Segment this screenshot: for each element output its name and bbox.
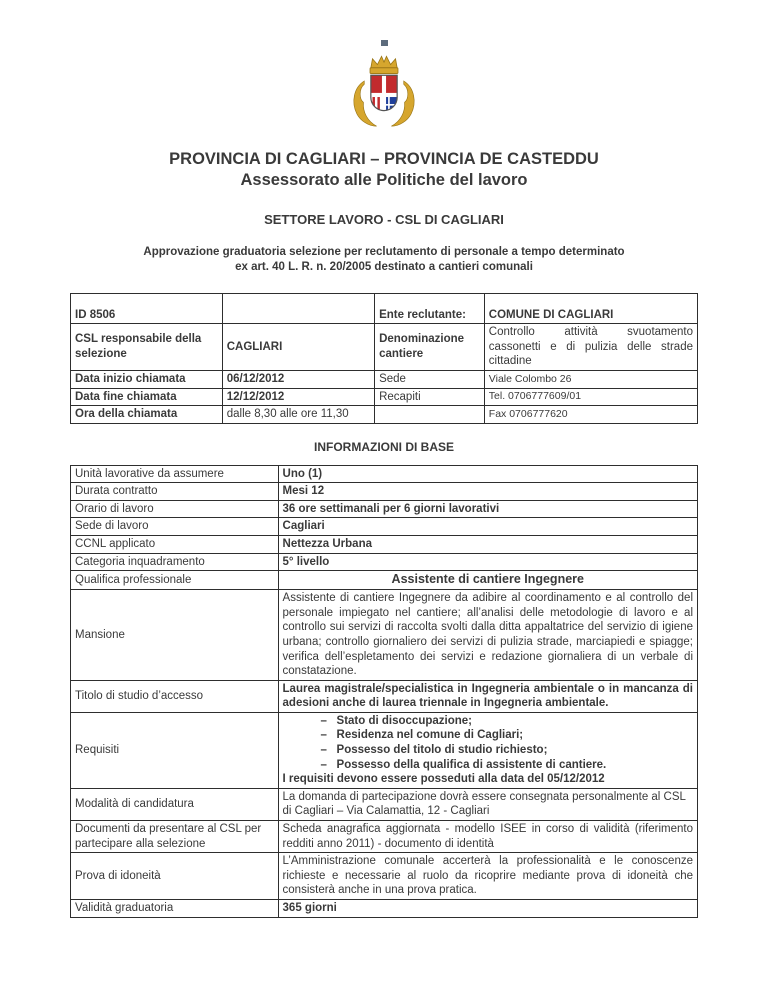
mansione-value: Assistente di cantiere Ingegnere da adibire al coordinamento e al controllo del personale impiegato nel cantiere; all’analisi delle metodologie di lavoro e al controllo sui servizi di raccolta svolti dalla ditta appaltatrice del servizio di igiene urbana; controllo giornaliero dei servizi di pulizia strade, marciapiedi e spiagge; verifica dell’espletamento dei servizi e redazione giornaliera di un verbale di constatazione. — [278, 590, 697, 681]
requisito-text: Possesso della qualifica di assistente di cantiere. — [336, 758, 607, 771]
validita-value: 365 giorni — [278, 900, 697, 918]
ccnl-value: Nettezza Urbana — [278, 536, 697, 554]
table-row — [71, 324, 698, 371]
ente-reclutante-label: Ente reclutante: — [375, 294, 485, 324]
documenti-label: Documenti da presentare al CSL per partecipare alla selezione — [71, 821, 279, 853]
table-row — [71, 553, 698, 571]
modalita-value: La domanda di partecipazione dovrà essere consegnata personalmente al CSL di Cagliari – Via Calamattia, 12 - Cagliari — [278, 788, 697, 820]
dash-marker: – — [320, 714, 327, 727]
modalita-label: Modalità di candidatura — [71, 788, 279, 820]
info-table — [70, 465, 698, 918]
ora-chiamata-label: Ora della chiamata — [71, 406, 223, 424]
data-inizio-label: Data inizio chiamata — [71, 370, 223, 388]
data-fine-label: Data fine chiamata — [71, 388, 223, 406]
document-title: PROVINCIA DI CAGLIARI – PROVINCIA DE CASTEDDU — [169, 150, 599, 168]
dash-marker: – — [320, 758, 327, 771]
sede-lavoro-label: Sede di lavoro — [71, 518, 279, 536]
table-row — [71, 853, 698, 900]
table-row — [71, 821, 698, 853]
qualifica-value: Assistente di cantiere Ingegnere — [278, 571, 697, 590]
recapiti-label: Recapiti — [375, 388, 485, 406]
table-row — [71, 370, 698, 388]
denominazione-cantiere-value: Controllo attività svuotamento cassonetti e di pulizia delle strade cittadine — [484, 324, 697, 371]
validita-label: Validità graduatoria — [71, 900, 279, 918]
data-fine-value: 12/12/2012 — [222, 388, 374, 406]
document-subtitle: Assessorato alle Politiche del lavoro — [240, 170, 528, 189]
approval-text — [70, 245, 698, 275]
table-row — [71, 712, 698, 788]
record-id-cell: ID 8506 — [71, 294, 223, 324]
sede-value: Viale Colombo 26 — [484, 370, 697, 388]
table-row — [71, 483, 698, 501]
table-row — [71, 406, 698, 424]
table-row — [71, 680, 698, 712]
denominazione-cantiere-label: Denominazione cantiere — [375, 324, 485, 371]
durata-value: Mesi 12 — [278, 483, 697, 501]
requisiti-footer: I requisiti devono essere posseduti alla data del 05/12/2012 — [282, 773, 605, 786]
durata-label: Durata contratto — [71, 483, 279, 501]
sector-heading: SETTORE LAVORO - CSL DI CAGLIARI — [264, 212, 504, 228]
sede-label: Sede — [375, 370, 485, 388]
titolo-studio-value: Laurea magistrale/specialistica in Ingegneria ambientale o in mancanza di adesioni anche di laurea triennale in Ingegneria ambientale. — [278, 680, 697, 712]
categoria-label: Categoria inquadramento — [71, 553, 279, 571]
mansione-label: Mansione — [71, 590, 279, 681]
section-title: INFORMAZIONI DI BASE — [314, 439, 454, 454]
csl-responsabile-value: CAGLIARI — [222, 324, 374, 371]
crest-top-mark — [381, 40, 388, 46]
categoria-value: 5° livello — [278, 553, 697, 571]
table-row — [71, 571, 698, 590]
table-row — [71, 900, 698, 918]
requisito-item — [283, 743, 693, 758]
approval-line-2: ex art. 40 L. R. n. 20/2005 destinato a cantieri comunali — [235, 261, 533, 274]
requisito-text: Stato di disoccupazione; — [336, 714, 472, 727]
table-row — [71, 500, 698, 518]
prova-label: Prova di idoneità — [71, 853, 279, 900]
orario-value: 36 ore settimanali per 6 giorni lavorativi — [278, 500, 697, 518]
empty-cell — [375, 406, 485, 424]
requisito-text: Residenza nel comune di Cagliari; — [336, 729, 524, 742]
unita-value: Uno (1) — [278, 465, 697, 483]
requisito-item — [283, 758, 693, 773]
data-inizio-value: 06/12/2012 — [222, 370, 374, 388]
ora-chiamata-value: dalle 8,30 alle ore 11,30 — [222, 406, 374, 424]
requisiti-label: Requisiti — [71, 712, 279, 788]
table-row — [71, 590, 698, 681]
recapiti-fax-value: Fax 0706777620 — [484, 406, 697, 424]
table-row — [71, 294, 698, 324]
table-row — [71, 788, 698, 820]
table-row — [71, 518, 698, 536]
requisito-item — [283, 728, 693, 743]
summary-table — [70, 293, 698, 424]
requisito-item — [283, 714, 693, 729]
empty-cell — [222, 294, 374, 324]
requisito-text: Possesso del titolo di studio richiesto; — [336, 744, 548, 757]
requisiti-value — [278, 712, 697, 788]
prova-value: L’Amministrazione comunale accerterà la professionalità e le conoscenze richieste e necessarie al ruolo da ricoprire mediante prova di idoneità che consisterà anche in una prova pratica. — [278, 853, 697, 900]
dash-marker: – — [320, 729, 327, 742]
provincia-cagliari-crest-icon — [347, 53, 421, 132]
unita-label: Unità lavorative da assumere — [71, 465, 279, 483]
table-row — [71, 465, 698, 483]
approval-line-1: Approvazione graduatoria selezione per reclutamento di personale a tempo determinato — [143, 246, 625, 259]
table-row — [71, 536, 698, 554]
sede-lavoro-value: Cagliari — [278, 518, 697, 536]
ccnl-label: CCNL applicato — [71, 536, 279, 554]
qualifica-label: Qualifica professionale — [71, 571, 279, 590]
dash-marker: – — [320, 744, 327, 757]
table-row — [71, 388, 698, 406]
documenti-value: Scheda anagrafica aggiornata - modello ISEE in corso di validità (riferimento redditi anno 2011) - documento di identità — [278, 821, 697, 853]
recapiti-tel-value: Tel. 0706777609/01 — [484, 388, 697, 406]
coat-of-arms — [70, 40, 698, 137]
ente-reclutante-value: COMUNE DI CAGLIARI — [484, 294, 697, 324]
csl-responsabile-label: CSL responsabile della selezione — [71, 324, 223, 371]
orario-label: Orario di lavoro — [71, 500, 279, 518]
titolo-studio-label: Titolo di studio d’accesso — [71, 680, 279, 712]
